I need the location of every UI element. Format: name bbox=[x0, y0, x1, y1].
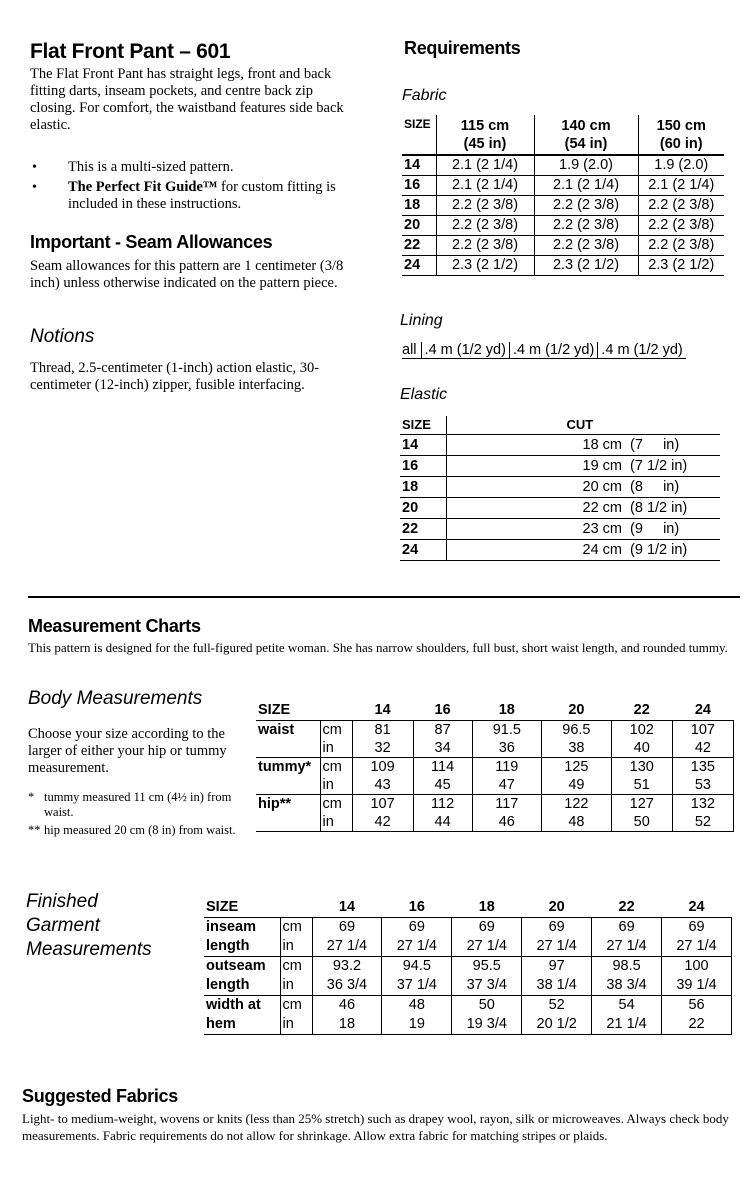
fabric-value-cell: 2.2 (2 3/8) bbox=[436, 215, 534, 235]
elastic-cut-cell: 20 cm (8 in) bbox=[446, 476, 720, 497]
fabric-value-cell: 2.1 (2 1/4) bbox=[436, 155, 534, 175]
measurement-value-cell: 44 bbox=[413, 813, 472, 832]
fabric-value-cell: 2.2 (2 3/8) bbox=[638, 195, 724, 215]
unit-cell: cm bbox=[320, 757, 352, 776]
suggested-text: Light- to medium-weight, wovens or knits (less than 25% stretch) such as drapey wool, rayon, silk or microweaves. Always check body measurements. Fabric requirements do not allow for shrinkage. Allow extra fabric for matching stripes or plaids. bbox=[22, 1111, 729, 1143]
measurement-value-cell: 112 bbox=[413, 794, 472, 813]
measurement-label-cell bbox=[256, 776, 320, 795]
size-header-cell: 22 bbox=[611, 700, 672, 720]
measurement-text: This pattern is designed for the full-figured petite woman. She has narrow shoulders, full bust, short waist length, and rounded tummy. bbox=[28, 640, 728, 655]
lining-value: .4 m (1/2 yd) bbox=[421, 342, 509, 358]
measurement-value-cell: 69 bbox=[312, 917, 382, 937]
bullet-list bbox=[32, 159, 362, 213]
fabric-row bbox=[402, 175, 724, 195]
measurement-value-cell: 93.2 bbox=[312, 956, 382, 976]
intro-text: The Flat Front Pant has straight legs, front and back fitting darts, inseam pockets, and centre back zip closing. For comfort, the waistband features side back elastic. bbox=[30, 66, 344, 133]
lining-value: .4 m (1/2 yd) bbox=[597, 342, 685, 358]
measurement-value-cell: 48 bbox=[382, 995, 452, 1015]
measurement-value-cell: 50 bbox=[452, 995, 522, 1015]
measurement-value-cell: 19 3/4 bbox=[452, 1015, 522, 1035]
measurement-value-cell: 32 bbox=[352, 739, 413, 758]
measurement-value-cell: 52 bbox=[522, 995, 592, 1015]
measurement-value-cell: 37 1/4 bbox=[382, 976, 452, 996]
unit-cell: cm bbox=[280, 956, 312, 976]
fabric-value-cell: 2.1 (2 1/4) bbox=[436, 175, 534, 195]
measurement-value-cell: 19 bbox=[382, 1015, 452, 1035]
measurement-label-cell bbox=[256, 813, 320, 832]
fabric-row bbox=[402, 235, 724, 255]
fabric-value-cell: 2.1 (2 1/4) bbox=[638, 175, 724, 195]
note-text: hip measured 20 cm (8 in) from waist. bbox=[44, 823, 236, 837]
size-header-cell: SIZE bbox=[256, 700, 352, 720]
measurement-value-cell: 42 bbox=[672, 739, 733, 758]
measurement-value-cell: 94.5 bbox=[382, 956, 452, 976]
measurement-value-cell: 51 bbox=[611, 776, 672, 795]
finished-label-line: Finished bbox=[26, 891, 98, 912]
elastic-cut-cell: 24 cm (9 1/2 in) bbox=[446, 539, 720, 560]
note-mark: * bbox=[28, 790, 35, 804]
fabric-size-cell: 20 bbox=[402, 215, 436, 235]
size-header-cell: 18 bbox=[472, 700, 542, 720]
bullet-item bbox=[32, 159, 362, 176]
measurement-value-cell: 45 bbox=[413, 776, 472, 795]
measurement-label-cell: inseam bbox=[204, 917, 280, 937]
lining-label: Lining bbox=[400, 312, 443, 329]
fabric-header-row bbox=[402, 115, 724, 155]
elastic-row bbox=[400, 434, 720, 455]
measurement-value-cell: 135 bbox=[672, 757, 733, 776]
measurement-value-cell: 107 bbox=[352, 794, 413, 813]
bullet-text: for custom fitting is included in these instructions. bbox=[68, 179, 336, 212]
elastic-cut-cell: 18 cm (7 in) bbox=[446, 434, 720, 455]
measurement-value-cell: 43 bbox=[352, 776, 413, 795]
bullet-text: This is a multi-sized pattern. bbox=[68, 159, 234, 175]
measurement-value-cell: 27 1/4 bbox=[592, 937, 662, 957]
measurement-value-cell: 38 3/4 bbox=[592, 976, 662, 996]
measurement-row bbox=[256, 720, 734, 739]
lining-row bbox=[402, 342, 686, 359]
measurement-value-cell: 81 bbox=[352, 720, 413, 739]
note-item bbox=[28, 823, 243, 838]
measurement-value-cell: 132 bbox=[672, 794, 733, 813]
elastic-size-cell: 24 bbox=[400, 539, 446, 560]
measurement-row bbox=[204, 976, 732, 996]
fabric-row bbox=[402, 215, 724, 235]
unit-cell: in bbox=[320, 739, 352, 758]
measurement-value-cell: 100 bbox=[662, 956, 732, 976]
elastic-header-cut: CUT bbox=[446, 416, 720, 434]
elastic-row bbox=[400, 476, 720, 497]
finished-label-line: Measurements bbox=[26, 939, 152, 960]
measurement-value-cell: 125 bbox=[542, 757, 612, 776]
fabric-value-cell: 2.2 (2 3/8) bbox=[436, 195, 534, 215]
fabric-value-cell: 2.1 (2 1/4) bbox=[534, 175, 638, 195]
measurement-value-cell: 20 1/2 bbox=[522, 1015, 592, 1035]
elastic-row bbox=[400, 539, 720, 560]
measurement-row bbox=[256, 794, 734, 813]
measurement-value-cell: 37 3/4 bbox=[452, 976, 522, 996]
measurement-value-cell: 54 bbox=[592, 995, 662, 1015]
measurement-value-cell: 96.5 bbox=[542, 720, 612, 739]
measurement-value-cell: 87 bbox=[413, 720, 472, 739]
fabric-header-140: 140 cm (54 in) bbox=[534, 115, 638, 155]
measurement-value-cell: 130 bbox=[611, 757, 672, 776]
measurement-value-cell: 102 bbox=[611, 720, 672, 739]
measurement-row bbox=[256, 776, 734, 795]
fabric-header-150: 150 cm (60 in) bbox=[638, 115, 724, 155]
elastic-size-cell: 14 bbox=[400, 434, 446, 455]
measurement-value-cell: 127 bbox=[611, 794, 672, 813]
measurement-row bbox=[204, 995, 732, 1015]
elastic-row bbox=[400, 455, 720, 476]
elastic-cut-cell: 19 cm (7 1/2 in) bbox=[446, 455, 720, 476]
fabric-value-cell: 1.9 (2.0) bbox=[534, 155, 638, 175]
measurement-value-cell: 119 bbox=[472, 757, 542, 776]
note-item bbox=[28, 790, 243, 820]
finished-measurements-table bbox=[204, 897, 732, 1035]
measurement-label-cell: outseam bbox=[204, 956, 280, 976]
body-measurements-text: Choose your size according to the larger of either your hip or tummy measurement. bbox=[28, 726, 227, 776]
unit-cell: in bbox=[320, 776, 352, 795]
measurement-value-cell: 122 bbox=[542, 794, 612, 813]
measurement-row bbox=[256, 813, 734, 832]
size-header-cell: 18 bbox=[452, 897, 522, 917]
measurement-value-cell: 36 bbox=[472, 739, 542, 758]
measurement-label-cell: length bbox=[204, 976, 280, 996]
measurement-heading: Measurement Charts bbox=[28, 616, 201, 636]
finished-label bbox=[26, 890, 152, 962]
measurement-row bbox=[204, 917, 732, 937]
unit-cell: in bbox=[280, 976, 312, 996]
elastic-size-cell: 22 bbox=[400, 518, 446, 539]
bullet-bold-text: The Perfect Fit Guide™ bbox=[68, 179, 218, 195]
suggested-heading: Suggested Fabrics bbox=[22, 1086, 178, 1106]
measurement-value-cell: 53 bbox=[672, 776, 733, 795]
measurement-value-cell: 69 bbox=[522, 917, 592, 937]
size-header-cell: 14 bbox=[312, 897, 382, 917]
size-header-cell: 20 bbox=[542, 700, 612, 720]
fabric-row bbox=[402, 195, 724, 215]
unit-cell: cm bbox=[280, 995, 312, 1015]
measurement-value-cell: 117 bbox=[472, 794, 542, 813]
fabric-value-cell: 2.2 (2 3/8) bbox=[638, 215, 724, 235]
measurement-value-cell: 36 3/4 bbox=[312, 976, 382, 996]
measurement-value-cell: 50 bbox=[611, 813, 672, 832]
finished-header-row bbox=[204, 897, 732, 917]
measurement-label-cell: hem bbox=[204, 1015, 280, 1035]
measurement-value-cell: 69 bbox=[592, 917, 662, 937]
measurement-value-cell: 42 bbox=[352, 813, 413, 832]
fabric-value-cell: 2.3 (2 1/2) bbox=[436, 255, 534, 275]
fabric-row bbox=[402, 255, 724, 275]
measurement-label-cell bbox=[256, 739, 320, 758]
fabric-value-cell: 2.2 (2 3/8) bbox=[534, 235, 638, 255]
measurement-label-cell: width at bbox=[204, 995, 280, 1015]
unit-cell: in bbox=[280, 1015, 312, 1035]
measurement-value-cell: 18 bbox=[312, 1015, 382, 1035]
measurement-value-cell: 49 bbox=[542, 776, 612, 795]
measurement-value-cell: 38 1/4 bbox=[522, 976, 592, 996]
unit-cell: cm bbox=[320, 794, 352, 813]
measurement-value-cell: 34 bbox=[413, 739, 472, 758]
measurement-value-cell: 27 1/4 bbox=[662, 937, 732, 957]
size-header-cell: 14 bbox=[352, 700, 413, 720]
fabric-value-cell: 2.3 (2 1/2) bbox=[638, 255, 724, 275]
elastic-row bbox=[400, 497, 720, 518]
measurement-value-cell: 47 bbox=[472, 776, 542, 795]
measurement-value-cell: 97 bbox=[522, 956, 592, 976]
elastic-header-row bbox=[400, 416, 720, 434]
measurement-row bbox=[256, 757, 734, 776]
measurement-label-cell: length bbox=[204, 937, 280, 957]
fabric-header-115: 115 cm (45 in) bbox=[436, 115, 534, 155]
size-header-cell: 24 bbox=[672, 700, 733, 720]
measurement-value-cell: 69 bbox=[382, 917, 452, 937]
bullet-item bbox=[32, 179, 362, 213]
measurement-value-cell: 46 bbox=[472, 813, 542, 832]
note-text: tummy measured 11 cm (4½ in) from waist. bbox=[44, 790, 232, 819]
measurement-value-cell: 95.5 bbox=[452, 956, 522, 976]
elastic-size-cell: 20 bbox=[400, 497, 446, 518]
elastic-table bbox=[400, 416, 720, 561]
measurement-value-cell: 56 bbox=[662, 995, 732, 1015]
lining-size: all bbox=[402, 342, 417, 358]
fabric-size-cell: 18 bbox=[402, 195, 436, 215]
measurement-value-cell: 38 bbox=[542, 739, 612, 758]
measurement-value-cell: 109 bbox=[352, 757, 413, 776]
elastic-cut-cell: 23 cm (9 in) bbox=[446, 518, 720, 539]
measurement-row bbox=[256, 739, 734, 758]
measurement-value-cell: 98.5 bbox=[592, 956, 662, 976]
elastic-size-cell: 16 bbox=[400, 455, 446, 476]
measurement-value-cell: 27 1/4 bbox=[522, 937, 592, 957]
fabric-row bbox=[402, 155, 724, 175]
fabric-value-cell: 2.3 (2 1/2) bbox=[534, 255, 638, 275]
measurement-row bbox=[204, 1015, 732, 1035]
measurement-value-cell: 39 1/4 bbox=[662, 976, 732, 996]
fabric-label: Fabric bbox=[402, 87, 447, 104]
size-header-cell: 16 bbox=[413, 700, 472, 720]
seam-text: Seam allowances for this pattern are 1 centimeter (3/8 inch) unless otherwise indicated on the pattern piece. bbox=[30, 258, 344, 291]
measurement-value-cell: 46 bbox=[312, 995, 382, 1015]
measurement-value-cell: 91.5 bbox=[472, 720, 542, 739]
body-measurements-table bbox=[256, 700, 734, 832]
measurement-value-cell: 52 bbox=[672, 813, 733, 832]
size-header-cell: 22 bbox=[592, 897, 662, 917]
section-divider bbox=[28, 596, 740, 598]
fabric-table bbox=[402, 115, 724, 276]
measurement-row bbox=[204, 937, 732, 957]
fabric-value-cell: 2.2 (2 3/8) bbox=[436, 235, 534, 255]
size-header-cell: 20 bbox=[522, 897, 592, 917]
fabric-size-cell: 22 bbox=[402, 235, 436, 255]
measurement-row bbox=[204, 956, 732, 976]
notions-heading: Notions bbox=[30, 326, 95, 347]
measurement-value-cell: 69 bbox=[662, 917, 732, 937]
elastic-label: Elastic bbox=[400, 386, 448, 403]
measurement-label-cell: waist bbox=[256, 720, 320, 739]
page-title: Flat Front Pant – 601 bbox=[30, 40, 231, 63]
measurement-value-cell: 27 1/4 bbox=[382, 937, 452, 957]
measurement-value-cell: 27 1/4 bbox=[312, 937, 382, 957]
size-header-cell: 16 bbox=[382, 897, 452, 917]
fabric-value-cell: 2.2 (2 3/8) bbox=[534, 195, 638, 215]
measurement-notes bbox=[28, 790, 243, 838]
notions-text: Thread, 2.5-centimeter (1-inch) action elastic, 30-centimeter (12-inch) zipper, fusible interfacing. bbox=[30, 360, 320, 393]
body-measurements-label: Body Measurements bbox=[28, 688, 203, 709]
measurement-value-cell: 107 bbox=[672, 720, 733, 739]
body-header-row bbox=[256, 700, 734, 720]
measurement-value-cell: 114 bbox=[413, 757, 472, 776]
lining-value: .4 m (1/2 yd) bbox=[509, 342, 597, 358]
seam-heading: Important - Seam Allowances bbox=[30, 232, 273, 252]
fabric-size-cell: 14 bbox=[402, 155, 436, 175]
unit-cell: cm bbox=[280, 917, 312, 937]
measurement-value-cell: 69 bbox=[452, 917, 522, 937]
elastic-header-size: SIZE bbox=[400, 416, 446, 434]
fabric-value-cell: 2.2 (2 3/8) bbox=[534, 215, 638, 235]
fabric-size-cell: 24 bbox=[402, 255, 436, 275]
finished-label-line: Garment bbox=[26, 915, 100, 936]
measurement-value-cell: 22 bbox=[662, 1015, 732, 1035]
elastic-size-cell: 18 bbox=[400, 476, 446, 497]
unit-cell: in bbox=[280, 937, 312, 957]
measurement-label-cell: hip** bbox=[256, 794, 320, 813]
measurement-value-cell: 40 bbox=[611, 739, 672, 758]
unit-cell: in bbox=[320, 813, 352, 832]
note-mark: ** bbox=[28, 823, 41, 837]
measurement-value-cell: 48 bbox=[542, 813, 612, 832]
fabric-header-size: SIZE bbox=[402, 115, 436, 155]
measurement-value-cell: 21 1/4 bbox=[592, 1015, 662, 1035]
elastic-row bbox=[400, 518, 720, 539]
measurement-label-cell: tummy* bbox=[256, 757, 320, 776]
size-header-cell: SIZE bbox=[204, 897, 312, 917]
measurement-value-cell: 27 1/4 bbox=[452, 937, 522, 957]
fabric-value-cell: 1.9 (2.0) bbox=[638, 155, 724, 175]
fabric-value-cell: 2.2 (2 3/8) bbox=[638, 235, 724, 255]
requirements-heading: Requirements bbox=[404, 38, 521, 58]
size-header-cell: 24 bbox=[662, 897, 732, 917]
fabric-size-cell: 16 bbox=[402, 175, 436, 195]
elastic-cut-cell: 22 cm (8 1/2 in) bbox=[446, 497, 720, 518]
unit-cell: cm bbox=[320, 720, 352, 739]
